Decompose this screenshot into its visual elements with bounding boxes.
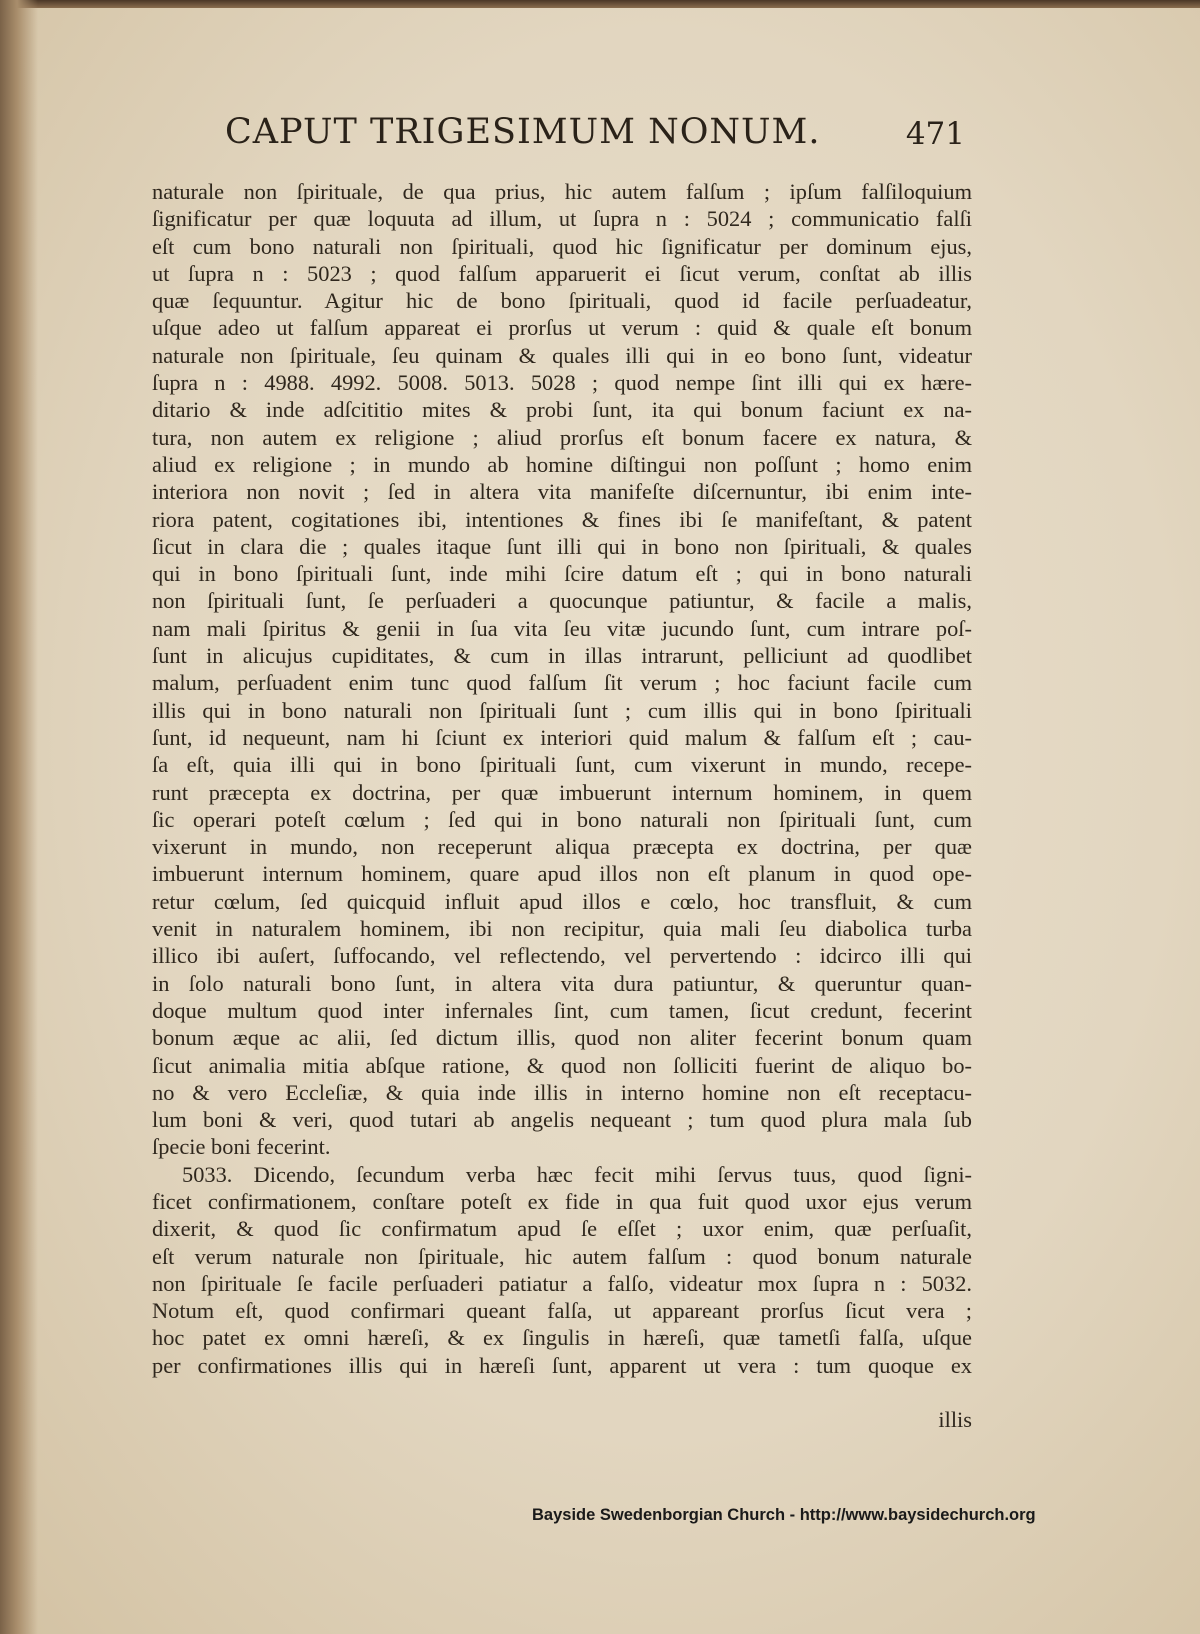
text-line: vixerunt in mundo, non receperunt aliqua præcepta ex doctrina, per quæ — [152, 834, 972, 860]
catchword: illis — [938, 1407, 972, 1433]
text-line: illis qui in bono naturali non ſpirituali ſunt ; cum illis qui in bono ſpirituali — [152, 697, 972, 723]
text-line: eſt cum bono naturali non ſpirituali, quod hic ſignificatur per dominum ejus, — [152, 233, 972, 259]
text-line: quæ ſequuntur. Agitur hic de bono ſpirituali, quod id facile perſuadeatur, — [152, 288, 972, 314]
page-top-edge — [0, 0, 1200, 8]
page-number: 471 — [905, 116, 965, 152]
text-line: ſicut animalia mitia abſque ratione, & quod non ſolliciti fuerint de aliquo bo- — [152, 1052, 972, 1078]
text-line: ſignificatur per quæ loquuta ad illum, ut ſupra n : 5024 ; communicatio falſi — [152, 206, 972, 232]
text-line: eſt verum naturale non ſpirituale, hic autem falſum : quod bonum naturale — [152, 1243, 972, 1269]
text-line: hoc patet ex omni hæreſi, & ex ſingulis in hæreſi, quæ tametſi falſa, uſque — [152, 1325, 972, 1351]
text-line — [152, 1379, 972, 1406]
text-line: lum boni & veri, quod tutari ab angelis nequeant ; tum quod plura mala ſub — [152, 1107, 972, 1133]
body-text — [152, 178, 972, 1434]
text-line: qui in bono ſpirituali ſunt, inde mihi ſcire datum eſt ; qui in bono naturali — [152, 561, 972, 587]
text-line: dixerit, & quod ſic confirmatum apud ſe eſſet ; uxor enim, quæ perſuaſit, — [152, 1216, 972, 1242]
text-line: ſunt in alicujus cupiditates, & cum in illas intrarunt, pelliciunt ad quodlibet — [152, 643, 972, 669]
running-title: CAPUT TRIGESIMUM NONUM. — [225, 112, 821, 152]
text-line: in ſolo naturali bono ſunt, in altera vita dura patiuntur, & queruntur quan- — [152, 970, 972, 996]
text-line: naturale non ſpirituale, ſeu quinam & quales illi qui in eo bono ſunt, videatur — [152, 342, 972, 368]
paragraph-start-line: 5033. Dicendo, ſecundum verba hæc fecit mihi ſervus tuus, quod ſigni- — [182, 1161, 972, 1187]
text-line: ſupra n : 4988. 4992. 5008. 5013. 5028 ; quod nempe ſint illi qui ex hære- — [152, 370, 972, 396]
footer-credit[interactable]: Bayside Swedenborgian Church - http://www.baysidechurch.org — [532, 1506, 1036, 1524]
text-line: ſic operari poteſt cœlum ; ſed qui in bono naturali non ſpirituali ſunt, cum — [152, 806, 972, 832]
text-line: per confirmationes illis qui in hæreſi ſunt, apparent ut vera : tum quoque ex — [152, 1352, 972, 1378]
text-line: ditario & inde adſcititio mites & probi ſunt, ita qui bonum faciunt ex na- — [152, 397, 972, 423]
text-line: malum, perſuadent enim tunc quod falſum ſit verum ; hoc faciunt facile cum — [152, 670, 972, 696]
text-line: venit in naturalem hominem, ibi non recipitur, quia mali ſeu diabolica turba — [152, 916, 972, 942]
binding-shadow — [0, 0, 38, 1634]
text-line: doque multum quod inter infernales ſint, cum tamen, ſicut credunt, fecerint — [152, 997, 972, 1023]
text-line: ſicut in clara die ; quales itaque ſunt illi qui in bono non ſpirituali, & quales — [152, 533, 972, 559]
text-line: runt præcepta ex doctrina, per quæ imbuerunt internum hominem, in quem — [152, 779, 972, 805]
text-line: ut ſupra n : 5023 ; quod falſum apparuerit ei ſicut verum, conſtat ab illis — [152, 260, 972, 286]
text-line: ficet confirmationem, conſtare poteſt ex fide in qua fuit quod uxor ejus verum — [152, 1188, 972, 1214]
text-line: uſque adeo ut falſum appareat ei prorſus ut verum : quid & quale eſt bonum — [152, 315, 972, 341]
text-line: tura, non autem ex religione ; aliud prorſus eſt bonum facere ex natura, & — [152, 424, 972, 450]
text-line: riora patent, cogitationes ibi, intentiones & fines ibi ſe manifeſtant, & patent — [152, 506, 972, 532]
text-line: aliud ex religione ; in mundo ab homine diſtingui non poſſunt ; homo enim — [152, 451, 972, 477]
text-line: bonum æque ac alii, ſed dictum illis, quod non aliter fecerint bonum quam — [152, 1025, 972, 1051]
text-line: interiora non novit ; ſed in altera vita manifeſte diſcernuntur, ibi enim inte- — [152, 479, 972, 505]
text-line: ſunt, id nequeunt, nam hi ſciunt ex interiori quid malum & falſum eſt ; cau- — [152, 724, 972, 750]
text-line: ſa eſt, quia illi qui in bono ſpirituali ſunt, cum vixerunt in mundo, recepe- — [152, 752, 972, 778]
text-line: non ſpirituali ſunt, ſe perſuaderi a quocunque patiuntur, & facile a malis, — [152, 588, 972, 614]
page-header — [225, 112, 965, 172]
text-line: no & vero Eccleſiæ, & quia inde illis in interno homine non eſt receptacu- — [152, 1079, 972, 1105]
text-line: illico ibi auſert, ſuffocando, vel reflectendo, vel pervertendo : idcirco illi qui — [152, 943, 972, 969]
text-line: naturale non ſpirituale, de qua prius, hic autem falſum ; ipſum falſiloquium — [152, 179, 972, 204]
text-line: retur cœlum, ſed quicquid influit apud illos e cœlo, hoc transfluit, & cum — [152, 888, 972, 914]
text-line: imbuerunt internum hominem, quare apud illos non eſt planum in quod ope- — [152, 861, 972, 887]
text-line: nam mali ſpiritus & genii in ſua vita ſeu vitæ jucundo ſunt, cum intrare poſ- — [152, 615, 972, 641]
text-line: ſpecie boni fecerint. — [152, 1134, 331, 1160]
text-line: Notum eſt, quod confirmari queant falſa, ut appareant prorſus ſicut vera ; — [152, 1298, 972, 1324]
text-line: non ſpirituale ſe facile perſuaderi patiatur a falſo, videatur mox ſupra n : 5032. — [152, 1270, 972, 1296]
